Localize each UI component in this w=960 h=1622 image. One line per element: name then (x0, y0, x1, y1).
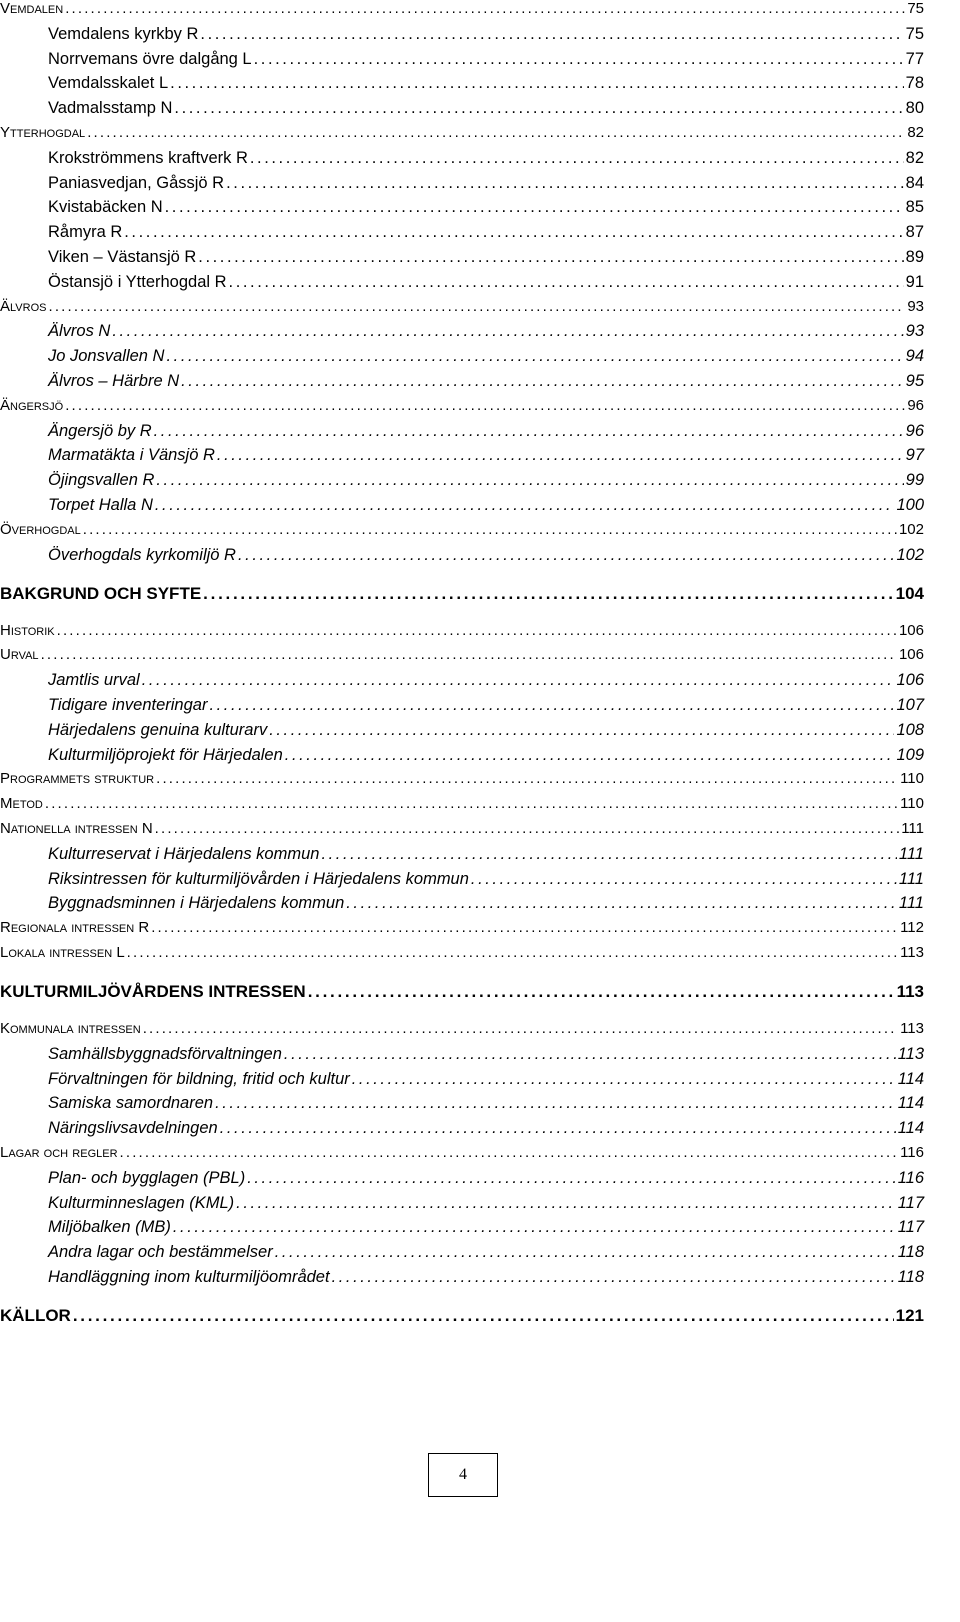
dot-leader (65, 397, 905, 414)
toc-entry[interactable] (48, 347, 924, 366)
toc-entry[interactable] (0, 795, 924, 812)
dot-leader (181, 372, 904, 391)
toc-entry-page: 118 (897, 1268, 924, 1286)
toc-entry-page: 102 (898, 520, 924, 538)
toc-entry-label: Förvaltningen för bildning, fritid och kultur (48, 1069, 350, 1088)
toc-entry-page: 111 (901, 820, 924, 837)
toc-entry-page: 100 (896, 496, 924, 514)
dot-leader (170, 74, 903, 93)
toc-entry[interactable] (0, 124, 924, 141)
toc-entry-label: Andra lagar och bestämmelser (48, 1243, 273, 1262)
toc-entry-label: Ängersjö by R (48, 421, 152, 440)
toc-entry-label: Torpet Halla N (48, 496, 153, 514)
toc-entry-page: 117 (897, 1218, 924, 1237)
toc-entry-page: 87 (905, 223, 924, 242)
toc-entry-page: 113 (900, 1020, 924, 1037)
toc-entry-page: 107 (896, 696, 924, 714)
toc-entry[interactable] (48, 1119, 924, 1138)
toc-entry[interactable] (48, 496, 924, 515)
toc-entry-label: Tidigare inventeringar (48, 696, 208, 714)
toc-entry[interactable] (48, 746, 924, 765)
toc-entry-label: Handläggning inom kulturmiljöområdet (48, 1268, 330, 1286)
toc-entry-label: Jamtlis urval (48, 671, 140, 690)
toc-entry[interactable] (48, 546, 924, 565)
toc-entry-label: Riksintressen för kulturmiljövården i Härjedalens kommun (48, 869, 469, 888)
toc-entry[interactable] (48, 50, 924, 69)
toc-entry[interactable] (0, 820, 924, 837)
dot-leader (217, 446, 904, 465)
toc-entry-page: 82 (907, 124, 924, 141)
toc-entry-label: Överhogdals kyrkomiljö R (48, 545, 236, 564)
toc-entry-page: 99 (905, 471, 924, 490)
toc-entry-page: 80 (905, 99, 924, 118)
toc-entry-page: 75 (907, 0, 924, 17)
toc-entry-label: BAKGRUND OCH SYFTE (0, 583, 202, 603)
toc-entry-page: 102 (896, 545, 924, 564)
dot-leader (154, 422, 904, 441)
dot-leader (250, 149, 904, 168)
toc-entry[interactable] (48, 422, 924, 441)
toc-entry-label: Kulturmiljöprojekt för Härjedalen (48, 745, 283, 764)
toc-entry-label: Kulturminneslagen (KML) (48, 1193, 235, 1212)
toc-entry-page: 121 (895, 1306, 924, 1325)
toc-entry[interactable] (48, 74, 924, 93)
toc-entry-page: 113 (900, 944, 924, 961)
toc-entry-label: Älvros (0, 297, 47, 315)
dot-leader (112, 322, 903, 341)
toc-entry-page: 89 (905, 248, 924, 266)
toc-entry[interactable] (0, 1144, 924, 1161)
dot-leader (471, 870, 897, 889)
toc-entry[interactable] (0, 622, 924, 639)
dot-leader (155, 496, 895, 515)
dot-leader (285, 746, 895, 765)
dot-leader (83, 521, 897, 538)
toc-entry-page: 109 (896, 745, 924, 764)
toc-entry[interactable] (48, 1194, 924, 1213)
toc-entry-label: Vemdalsskalet L (48, 74, 169, 93)
toc-entry-label: Regionala intressen R (0, 919, 150, 937)
toc-entry-label: Programmets struktur (0, 770, 155, 788)
toc-entry-label: Östansjö i Ytterhogdal R (48, 272, 227, 291)
toc-entry-page: 106 (896, 671, 924, 690)
toc-entry-label: Nationella intressen N (0, 820, 153, 837)
dot-leader (209, 696, 894, 715)
toc-entry-label: Kommunala intressen (0, 1020, 141, 1037)
dot-leader (238, 546, 894, 565)
toc-entry-page: 110 (900, 795, 924, 813)
toc-entry[interactable] (48, 721, 924, 740)
toc-entry[interactable] (48, 25, 924, 44)
toc-entry-label: Miljöbalken (MB) (48, 1218, 171, 1237)
toc-entry-label: Överhogdal (0, 520, 81, 538)
toc-entry-page: 110 (900, 770, 924, 788)
dot-leader (156, 471, 903, 490)
toc-entry-page: 116 (897, 1168, 924, 1187)
dot-leader (247, 1169, 895, 1188)
dot-leader (254, 50, 904, 69)
toc-entry[interactable] (48, 1218, 924, 1237)
toc-entry-page: 114 (897, 1069, 924, 1088)
dot-leader (165, 198, 904, 217)
toc-entry-page: 113 (897, 1044, 924, 1063)
toc-entry-label: Vadmalsstamp N (48, 99, 173, 118)
toc-entry-label: Jo Jonsvallen N (48, 347, 165, 366)
dot-leader (166, 347, 903, 366)
toc-entry-page: 118 (897, 1243, 924, 1262)
toc-entry-label: Älvros – Härbre N (48, 372, 180, 390)
dot-leader (156, 770, 898, 787)
dot-leader (332, 1268, 896, 1287)
dot-leader (143, 1020, 898, 1037)
toc-entry[interactable] (48, 870, 924, 889)
dot-leader (87, 124, 905, 141)
dot-leader (198, 248, 903, 267)
toc-entry-label: Öjingsvallen R (48, 471, 155, 490)
toc-entry-label: Historik (0, 621, 55, 639)
toc-entry[interactable] (48, 273, 924, 292)
toc-entry-page: 85 (905, 198, 924, 217)
toc-entry-page: 116 (900, 1144, 924, 1161)
toc-entry[interactable] (0, 298, 924, 315)
toc-entry[interactable] (48, 174, 924, 193)
toc-entry-label: Byggnadsminnen i Härjedalens kommun (48, 894, 345, 913)
dot-leader (346, 894, 897, 913)
toc-entry[interactable] (0, 584, 924, 604)
dot-leader (275, 1243, 896, 1262)
toc-entry-page: 117 (897, 1193, 924, 1212)
dot-leader (127, 944, 898, 961)
dot-leader (124, 223, 903, 242)
dot-leader (151, 919, 898, 936)
toc-entry-label: KÄLLOR (0, 1306, 71, 1325)
toc-entry-label: Viken – Västansjö R (48, 248, 197, 266)
toc-entry[interactable] (48, 671, 924, 690)
toc-entry-label: Härjedalens genuina kulturarv (48, 720, 268, 739)
toc-entry-page: 108 (896, 720, 924, 739)
toc-entry[interactable] (48, 1094, 924, 1113)
toc-entry[interactable] (0, 944, 924, 961)
toc-entry-label: Lokala intressen L (0, 944, 125, 961)
toc-entry[interactable] (48, 471, 924, 490)
toc-entry-page: 77 (905, 49, 924, 68)
toc-entry[interactable] (48, 894, 924, 913)
toc-entry[interactable] (48, 372, 924, 391)
toc-entry-page: 75 (905, 24, 924, 43)
toc-entry-label: Plan- och bygglagen (PBL) (48, 1168, 246, 1187)
dot-leader (203, 584, 893, 604)
dot-leader (57, 622, 897, 639)
toc-entry[interactable] (0, 0, 924, 17)
toc-entry-label: Ytterhogdal (0, 124, 86, 141)
toc-entry-page: 106 (898, 621, 924, 639)
dot-leader (142, 671, 895, 690)
dot-leader (229, 273, 904, 292)
toc-entry[interactable] (0, 1306, 924, 1326)
dot-leader (155, 820, 900, 837)
toc-entry[interactable] (48, 446, 924, 465)
toc-entry[interactable] (48, 845, 924, 864)
toc-entry[interactable] (48, 1169, 924, 1188)
dot-leader (308, 982, 895, 1002)
dot-leader (226, 174, 904, 193)
toc-entry-page: 111 (898, 844, 924, 863)
toc-entry[interactable] (48, 1268, 924, 1287)
toc-entry-page: 104 (895, 583, 924, 603)
toc-entry-page: 78 (905, 74, 924, 93)
toc-entry[interactable] (0, 770, 924, 787)
toc-entry-label: Marmatäkta i Vänsjö R (48, 446, 215, 465)
toc-entry-page: 82 (905, 148, 924, 167)
dot-leader (220, 1119, 896, 1138)
toc-entry-label: KULTURMILJÖVÅRDENS INTRESSEN (0, 982, 306, 1001)
dot-leader (73, 1306, 894, 1326)
toc-entry[interactable] (0, 521, 924, 538)
toc-entry[interactable] (0, 1020, 924, 1037)
dot-leader (174, 99, 903, 118)
toc-entry-page: 112 (900, 919, 924, 937)
toc-entry-label: Kvistabäcken N (48, 198, 163, 217)
toc-entry-page: 96 (905, 421, 924, 440)
toc-entry-label: Vemdalen (0, 0, 64, 17)
dot-leader (41, 646, 897, 663)
toc-entry-page: 106 (898, 646, 924, 664)
toc-entry-label: Vemdalens kyrkby R (48, 24, 199, 43)
toc-entry[interactable] (48, 223, 924, 242)
dot-leader (236, 1194, 896, 1213)
toc-entry-page: 93 (905, 322, 924, 341)
toc-entry[interactable] (48, 1243, 924, 1262)
toc-entry-page: 111 (898, 869, 924, 888)
toc-entry-page: 84 (905, 173, 924, 192)
page-number: 4 (428, 1453, 498, 1497)
toc-entry[interactable] (0, 397, 924, 414)
toc-entry-page: 111 (898, 894, 924, 913)
toc-entry[interactable] (48, 149, 924, 168)
toc-entry-page: 97 (905, 446, 924, 465)
dot-leader (352, 1070, 896, 1089)
dot-leader (284, 1045, 896, 1064)
toc-entry-label: Urval (0, 646, 39, 664)
dot-leader (65, 0, 905, 17)
dot-leader (321, 845, 896, 864)
toc-entry-label: Lagar och regler (0, 1144, 118, 1161)
toc-entry-page: 93 (907, 297, 924, 315)
toc-entry[interactable] (48, 198, 924, 217)
toc-entry-page: 91 (905, 272, 924, 291)
toc-entry-label: Samhällsbyggnadsförvaltningen (48, 1044, 282, 1063)
toc-entry-label: Paniasvedjan, Gåssjö R (48, 173, 225, 192)
toc-entry[interactable] (0, 919, 924, 936)
toc-entry[interactable] (48, 696, 924, 715)
toc-entry-label: Råmyra R (48, 223, 123, 242)
dot-leader (45, 795, 898, 812)
dot-leader (173, 1218, 896, 1237)
dot-leader (200, 25, 903, 44)
toc-entry[interactable] (0, 982, 924, 1002)
toc-entry-label: Kulturreservat i Härjedalens kommun (48, 844, 320, 863)
toc-entry-page: 95 (905, 372, 924, 390)
toc-entry-page: 114 (897, 1119, 924, 1138)
dot-leader (48, 298, 905, 315)
toc-entry-label: Norrvemans övre dalgång L (48, 49, 252, 68)
toc-entry-label: Metod (0, 795, 43, 813)
toc-entry-label: Krokströmmens kraftverk R (48, 148, 248, 167)
toc-entry-page: 96 (907, 396, 924, 414)
toc-entry[interactable] (48, 99, 924, 118)
dot-leader (120, 1144, 899, 1161)
toc-entry-page: 113 (896, 982, 924, 1001)
dot-leader (269, 721, 894, 740)
toc-entry[interactable] (0, 646, 924, 663)
toc-entry[interactable] (48, 322, 924, 341)
toc-entry-label: Näringslivsavdelningen (48, 1119, 218, 1138)
toc-entry-label: Ängersjö (0, 396, 64, 414)
toc-entry[interactable] (48, 248, 924, 267)
toc-entry[interactable] (48, 1070, 924, 1089)
toc-entry-label: Samiska samordnaren (48, 1094, 214, 1113)
dot-leader (215, 1094, 896, 1113)
toc-entry-page: 114 (897, 1094, 924, 1113)
toc-entry-page: 94 (905, 347, 924, 366)
toc-entry[interactable] (48, 1045, 924, 1064)
toc-entry-label: Älvros N (48, 322, 111, 341)
